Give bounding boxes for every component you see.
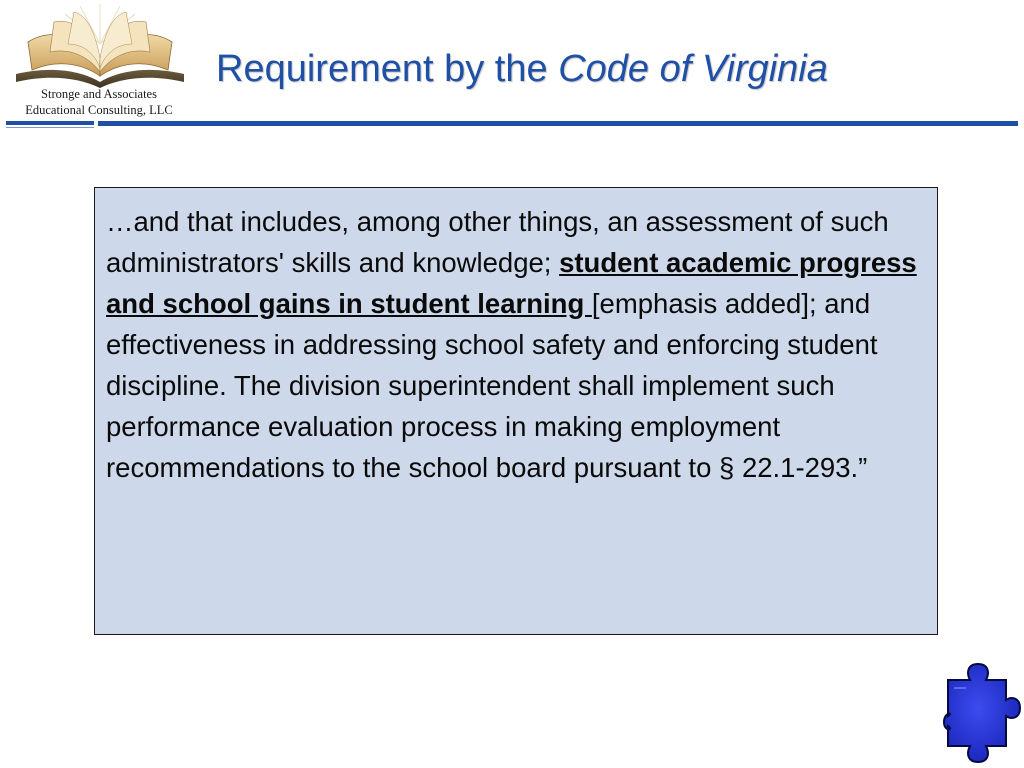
logo-caption-line2: Educational Consulting, LLC	[25, 103, 173, 117]
quote-text-end: [emphasis added]; and effectiveness in addressing school safety and enforcing student discipline. The division superintendent shall implement such performance evaluation process in making employment recommendations to the school board pursuant to § 22.1-293.”	[106, 288, 878, 483]
logo-caption	[4, 86, 194, 118]
page-title	[216, 48, 828, 91]
quote-box	[94, 187, 938, 635]
header-rule-left	[6, 121, 94, 125]
open-book-icon	[10, 4, 190, 90]
quote-text-start: …and that includes, among other things, an assessment of such administrators' skills and knowledge;	[106, 206, 889, 278]
header-rule	[98, 121, 1018, 126]
title-italic-text: Code of Virginia	[558, 48, 828, 90]
logo-caption-line1: Stronge and Associates	[41, 87, 157, 101]
header-rule-left-thin	[6, 127, 94, 128]
title-text: Requirement by the	[216, 48, 559, 90]
quote-emphasis: student academic progress and school gains in student learning	[106, 247, 917, 319]
company-logo	[0, 0, 200, 130]
puzzle-piece-icon	[940, 660, 1024, 768]
puzzle-nav-button[interactable]	[940, 660, 1024, 768]
